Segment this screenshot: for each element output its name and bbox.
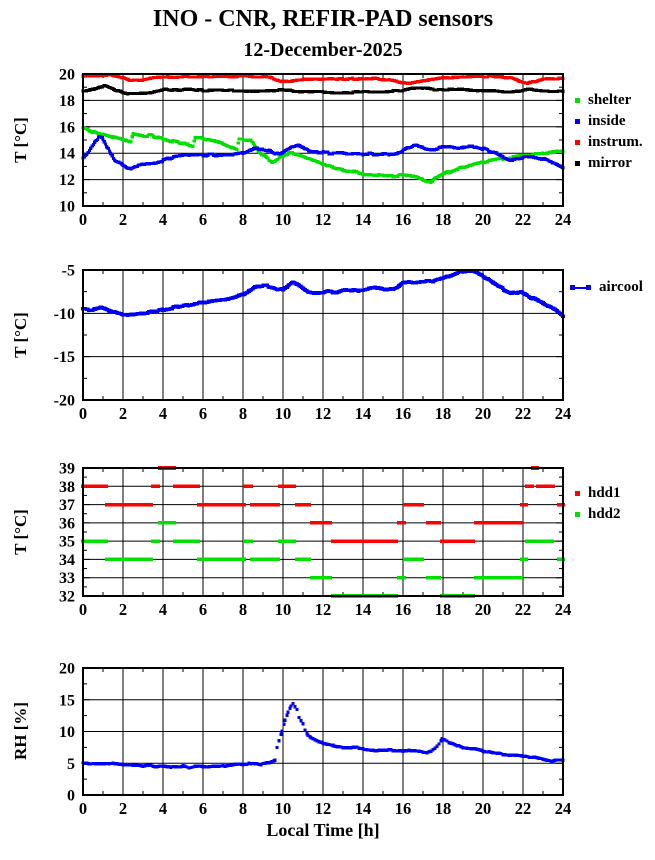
hdd2-marker-icon [575, 512, 580, 517]
svg-text:20: 20 [474, 210, 492, 229]
svg-text:2: 2 [118, 600, 128, 619]
svg-text:20: 20 [474, 799, 492, 818]
legend-label-aircool: aircool [599, 279, 643, 295]
svg-text:-5: -5 [61, 262, 75, 280]
svg-text:16: 16 [394, 210, 412, 229]
svg-text:2: 2 [118, 210, 128, 229]
svg-text:22: 22 [514, 404, 532, 423]
x-axis-label: Local Time [h] [266, 820, 380, 840]
svg-text:10: 10 [274, 404, 292, 423]
svg-text:24: 24 [554, 600, 572, 619]
instrum-marker-icon [575, 140, 580, 145]
svg-text:8: 8 [238, 404, 248, 423]
svg-text:24: 24 [554, 210, 572, 229]
svg-text:0: 0 [78, 210, 88, 229]
svg-text:2: 2 [118, 404, 128, 423]
svg-text:10: 10 [274, 600, 292, 619]
shelter-marker-icon [575, 98, 580, 103]
svg-text:22: 22 [514, 210, 532, 229]
svg-text:0: 0 [78, 404, 88, 423]
svg-text:0: 0 [78, 600, 88, 619]
gridlines [83, 270, 563, 400]
svg-text:20: 20 [474, 404, 492, 423]
panel2-legend [570, 277, 643, 298]
mirror-marker-icon [575, 161, 580, 166]
svg-text:12: 12 [314, 210, 332, 229]
svg-text:4: 4 [158, 600, 168, 619]
panel-1 [59, 67, 571, 230]
legend-item-inside [575, 111, 643, 132]
svg-text:38: 38 [59, 478, 75, 496]
gridlines [83, 74, 563, 206]
svg-text:8: 8 [238, 799, 248, 818]
svg-text:10: 10 [59, 724, 75, 741]
svg-text:16: 16 [394, 404, 412, 423]
svg-text:15: 15 [59, 692, 75, 710]
svg-text:4: 4 [158, 210, 168, 229]
svg-text:10: 10 [274, 799, 292, 818]
panel4-y-axis-label: RH [%] [11, 701, 30, 761]
svg-text:0: 0 [78, 799, 88, 818]
legend-label-hdd2: hdd2 [588, 506, 621, 522]
svg-text:2: 2 [118, 799, 128, 818]
legend-label-shelter: shelter [588, 92, 632, 108]
panel-2 [54, 263, 572, 424]
chart-title: INO - CNR, REFIR-PAD sensors [152, 6, 494, 32]
panel1-legend [575, 90, 643, 174]
legend-label-instrum: instrum. [588, 134, 643, 150]
svg-text:-10: -10 [53, 305, 75, 323]
svg-text:18: 18 [434, 210, 452, 229]
svg-text:8: 8 [238, 210, 248, 229]
svg-text:12: 12 [59, 172, 75, 190]
legend-item-aircool [570, 277, 643, 298]
svg-text:14: 14 [354, 600, 372, 619]
legend-label-hdd1: hdd1 [588, 485, 621, 501]
svg-text:33: 33 [59, 570, 75, 588]
panel3-legend [575, 483, 621, 525]
svg-text:35: 35 [59, 533, 75, 551]
legend-item-hdd2 [575, 504, 621, 525]
legend-item-hdd1 [575, 483, 621, 504]
panel3-y-axis-label: T [°C] [11, 509, 30, 555]
svg-text:18: 18 [434, 600, 452, 619]
svg-text:22: 22 [514, 799, 532, 818]
svg-text:6: 6 [198, 799, 208, 818]
svg-text:12: 12 [314, 600, 332, 619]
panel-3 [59, 461, 571, 620]
svg-text:20: 20 [59, 66, 75, 84]
svg-text:18: 18 [434, 799, 452, 818]
inside-marker-icon [575, 119, 580, 124]
svg-text:4: 4 [158, 404, 168, 423]
svg-text:12: 12 [314, 404, 332, 423]
svg-text:8: 8 [238, 600, 248, 619]
svg-text:37: 37 [59, 497, 75, 515]
svg-text:5: 5 [67, 755, 75, 773]
svg-text:24: 24 [554, 404, 572, 423]
svg-text:32: 32 [59, 588, 75, 606]
tick-labels [54, 263, 572, 424]
svg-text:16: 16 [394, 799, 412, 818]
svg-text:20: 20 [474, 600, 492, 619]
aircool-marker-icon [570, 285, 591, 290]
svg-text:4: 4 [158, 799, 168, 818]
legend-item-shelter [575, 90, 643, 111]
svg-text:39: 39 [59, 460, 75, 478]
legend-item-instrum [575, 132, 643, 153]
svg-text:0: 0 [67, 787, 75, 805]
panel-4 [59, 661, 571, 819]
svg-text:14: 14 [354, 210, 372, 229]
svg-text:18: 18 [434, 404, 452, 423]
svg-text:14: 14 [59, 145, 75, 163]
legend-label-inside: inside [588, 113, 626, 129]
svg-text:22: 22 [514, 600, 532, 619]
hdd1-marker-icon [575, 491, 580, 496]
panel1-y-axis-label: T [°C] [11, 117, 30, 163]
panel2-y-axis-label: T [°C] [11, 312, 30, 358]
svg-text:34: 34 [59, 551, 75, 569]
svg-text:6: 6 [198, 210, 208, 229]
svg-text:14: 14 [354, 404, 372, 423]
svg-text:12: 12 [314, 799, 332, 818]
svg-text:18: 18 [59, 92, 75, 110]
svg-text:24: 24 [554, 799, 572, 818]
svg-text:14: 14 [354, 799, 372, 818]
legend-item-mirror [575, 153, 643, 174]
svg-text:16: 16 [59, 119, 75, 137]
gridlines [83, 668, 563, 795]
svg-text:10: 10 [274, 210, 292, 229]
aircool-marker-right-square [586, 285, 591, 290]
svg-text:20: 20 [59, 660, 75, 678]
legend-label-mirror: mirror [588, 155, 632, 171]
chart-subtitle: 12-December-2025 [243, 39, 403, 61]
svg-text:-20: -20 [53, 392, 75, 410]
svg-text:6: 6 [198, 600, 208, 619]
svg-text:16: 16 [394, 600, 412, 619]
svg-text:-15: -15 [53, 349, 75, 367]
svg-text:6: 6 [198, 404, 208, 423]
svg-text:36: 36 [59, 515, 75, 533]
aircool-marker-line [575, 287, 586, 289]
svg-text:10: 10 [59, 198, 75, 216]
